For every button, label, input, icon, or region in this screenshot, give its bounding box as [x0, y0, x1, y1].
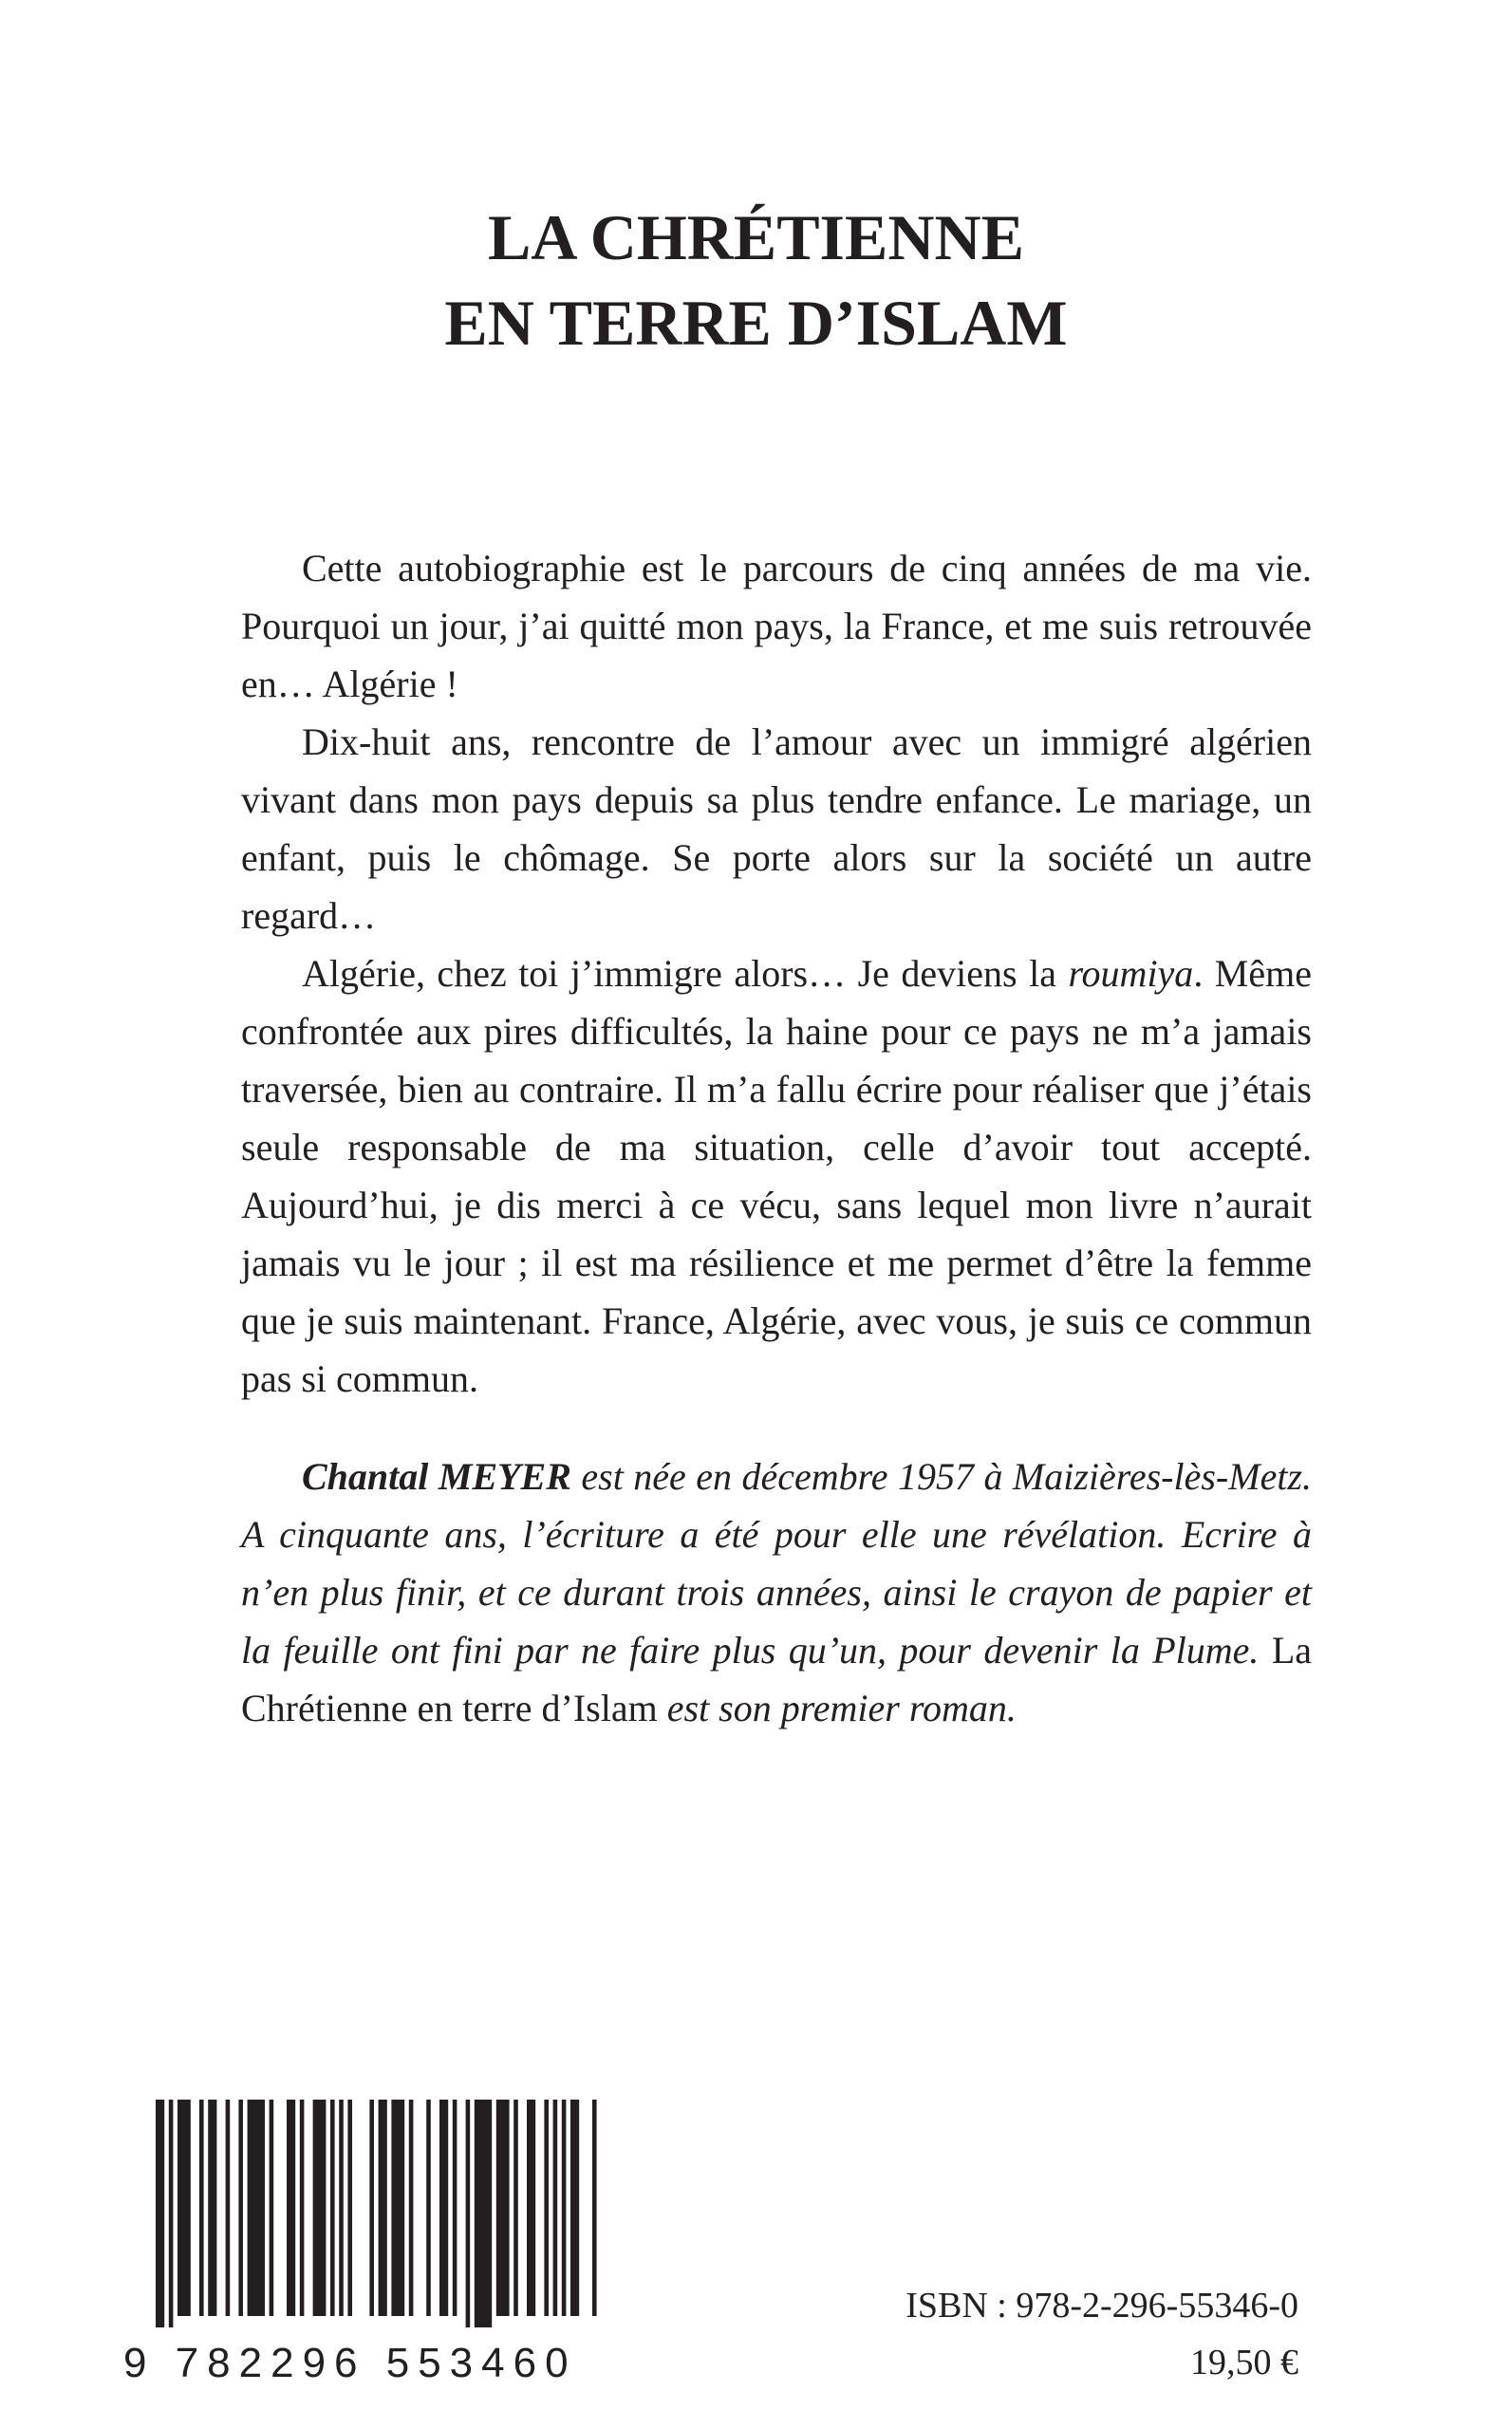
blurb-paragraph-3 — [241, 944, 1312, 1408]
barcode-bar — [270, 2100, 274, 2316]
barcode-bar — [592, 2100, 597, 2316]
blurb-paragraph-1: Cette autobiographie est le parcours de cinq années de ma vie. Pourquoi un jour, j’ai quitté mon pays, la France, et me suis retrouvée en… Algérie ! — [241, 547, 1312, 705]
bio-text-2: est son premier roman. — [657, 1687, 1017, 1729]
barcode-bar — [513, 2100, 518, 2316]
barcode-bar — [453, 2100, 457, 2316]
barcode-bar — [347, 2100, 352, 2316]
blurb-p3-end: . Même confrontée aux pires difficultés, la haine pour ce pays ne m’a jamais traversée, bien au contraire. Il m’a fallu écrire pour réaliser que j’étais seule responsable de ma situation, celle d’avoir tout accepté. Aujourd’hui, je dis merci à ce vécu, sans lequel mon livre n’aurait jamais vu le jour ; il est ma résilience et me permet d’être la femme que je suis maintenant. France, Algérie, avec vous, je suis ce commun pas si commun. — [241, 952, 1312, 1400]
barcode-bar — [553, 2100, 558, 2316]
barcode-bar — [466, 2100, 471, 2327]
barcode-bar — [527, 2100, 535, 2316]
barcode-bar — [169, 2100, 174, 2327]
price: 19,50 € — [1190, 2343, 1298, 2382]
barcode-image — [152, 2100, 598, 2327]
back-cover-text — [241, 539, 1312, 1737]
barcode-bar — [330, 2100, 335, 2316]
barcode-bar — [339, 2100, 344, 2316]
bio-book-title: La Chrétienne en terre d’Islam — [241, 1629, 1313, 1729]
blurb-p3-start: Algérie, chez toi j’immigre alors… Je deviens la — [302, 952, 1069, 995]
barcode-bar — [562, 2100, 567, 2316]
barcode-bar — [313, 2100, 327, 2316]
title-line-2: EN TERRE D’ISLAM — [444, 287, 1068, 359]
barcode-bar — [177, 2100, 191, 2316]
barcode-bar — [544, 2100, 549, 2316]
barcode-digits: 9 782296 553460 — [123, 2340, 577, 2386]
barcode-bar — [570, 2100, 579, 2316]
barcode-bar — [226, 2100, 231, 2316]
author-bio — [241, 1448, 1312, 1737]
barcode-bar — [426, 2100, 431, 2316]
barcode-bar — [199, 2100, 204, 2316]
barcode-bar — [369, 2100, 374, 2316]
barcode-bar — [409, 2100, 414, 2316]
author-name: Chantal MEYER — [302, 1455, 571, 1498]
barcode-bar — [379, 2100, 387, 2316]
barcode-bar — [287, 2100, 295, 2316]
barcode-bar — [300, 2100, 305, 2316]
barcode-bar — [248, 2100, 265, 2316]
isbn-number: ISBN : 978-2-296-55346-0 — [905, 2286, 1298, 2326]
blurb-paragraph-2: Dix-huit ans, rencontre de l’amour avec un immigré algérien vivant dans mon pays depuis sa plus tendre enfance. Le mariage, un enfant, puis le chômage. Se porte alors sur la société un autre regard… — [241, 720, 1312, 937]
barcode-bar — [156, 2100, 164, 2327]
book-title — [0, 195, 1512, 365]
blurb-p3-italic-word: roumiya — [1068, 952, 1194, 995]
barcode-bar — [391, 2100, 404, 2316]
title-line-1: LA CHRÉTIENNE — [488, 201, 1024, 273]
barcode-bar — [475, 2100, 492, 2327]
barcode-bar — [439, 2100, 448, 2316]
barcode-bar — [238, 2100, 243, 2316]
barcode-bar — [496, 2100, 510, 2316]
bio-text-1: est née en décembre 1957 à Maizières-lès-Metz. A cinquante ans, l’écriture a été pour elle une révélation. Ecrire à n’en plus finir, et ce durant trois années, ainsi le crayon de papier et la feuille ont fini par ne faire plus qu’un, pour devenir la Plume. — [241, 1455, 1313, 1672]
barcode-bar — [208, 2100, 216, 2316]
